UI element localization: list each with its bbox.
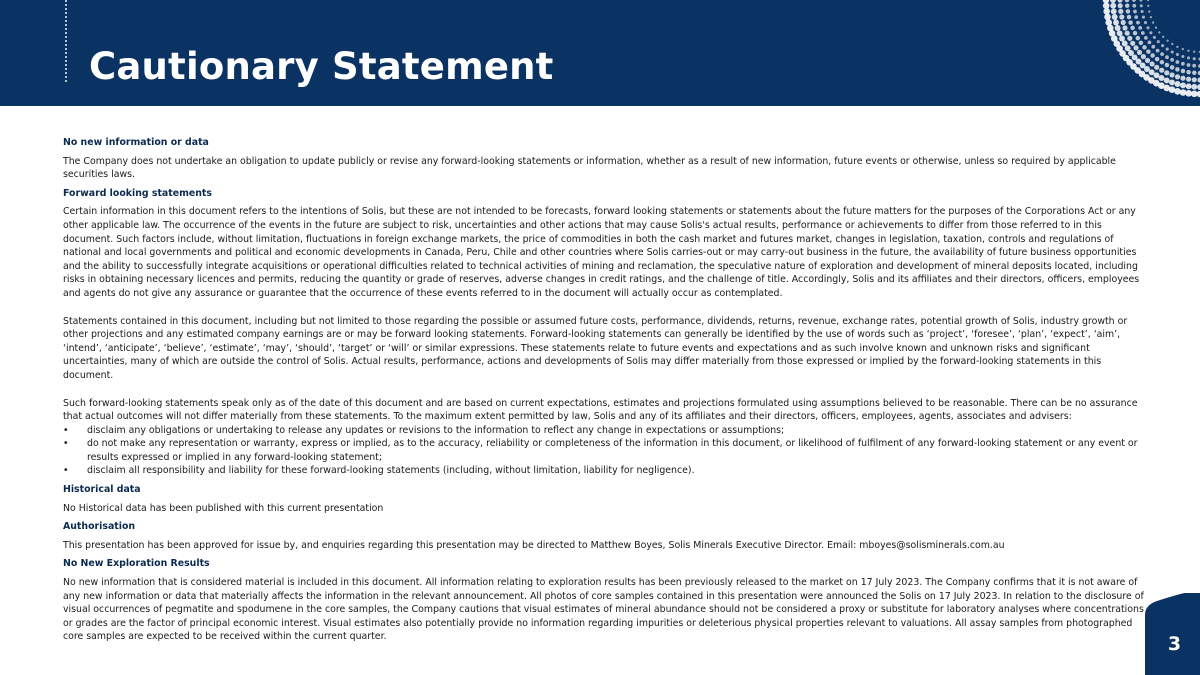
decorative-dot [1150,61,1155,66]
decorative-dot [1117,0,1122,3]
dotted-divider [65,0,67,82]
decorative-dot [1127,36,1132,41]
decorative-dot [1110,0,1116,3]
decorative-dot [1157,40,1160,43]
list-item: • disclaim any obligations or undertaking to release any updates or revisions to the information to reflect any change in expectations or assumptions; [63,424,1151,438]
decorative-dot [1186,83,1192,89]
decorative-dot [1175,67,1180,72]
decorative-dot [1176,60,1180,64]
decorative-dot [1180,89,1187,96]
decorative-dot [1110,3,1116,9]
decorative-dot [1162,36,1164,38]
decorative-dot [1193,57,1196,60]
decorative-dot [1141,31,1145,35]
decorative-dot [1103,0,1110,3]
decorative-dot [1132,4,1136,8]
forward-looking-para-2: Statements contained in this document, including but not limited to those regarding the possible or assumed future costs, performance, dividends, returns, revenue, exchange rates, potential growth of Solis, industry growth or other projections and any estimated company earnings are or may be forward looking statements. Forward-looking statements can generally be identified by the use of words such as ‘project’, ‘foresee’, ‘plan’, ‘expect’, ‘aim’, ‘intend’, ‘anticipate’, ‘believe’, ‘estimate’, ‘may’, ‘should’, ‘target’ or ‘will’ or similar expressions. These statements relate to future events and expectations and as such involve known and unknown risks and significant uncertainties, many of which are outside the control of Solis. Actual results, performance, actions and developments of Solis may differ materially from those expressed or implied by the forward-looking statements in this document. [63,315,1128,381]
decorative-dot [1144,36,1148,40]
decorative-dot [1139,0,1142,2]
decorative-dot [1146,26,1149,29]
decorative-dot [1111,8,1117,14]
decorative-dot [1186,70,1191,75]
decorative-dot [1187,50,1189,52]
decorative-dot [1139,41,1144,46]
decorative-dot [1164,77,1170,83]
decorative-dot [1151,45,1155,49]
decorative-dot [1176,53,1179,56]
decorative-dot [1141,54,1146,59]
decorative-dot [1147,0,1149,1]
decorative-dot [1175,81,1181,87]
decorative-dot [1137,50,1142,55]
decorative-dot [1145,58,1150,63]
decorative-dot [1187,63,1191,67]
decorative-dot [1133,10,1137,14]
decorative-dot [1152,21,1154,23]
authorisation-text: This presentation has been approved for issue by, and enquiries regarding this presentation may be directed to Matthew Boyes, Solis Minerals Executive Director. Email: mboyes@solisminerals.com.au [63,539,1005,551]
decorative-dot [1138,26,1142,30]
decorative-dot [1136,36,1141,41]
forward-looking-para-3: Such forward-looking statements speak only as of the date of this document and are based on current expectations, estimates and projections formulated using assumptions believed to be reasonable. There can be no assurance that actual outcomes will not differ materially from these statements. To the maximum extent permitted by law, Solis and any of its affiliates and their directors, officers, employees, agents, associates and advisers: [63,397,1138,423]
decorative-dot [1130,26,1135,31]
decorative-dot [1166,40,1168,42]
decorative-dot [1165,55,1169,59]
decorative-dot [1155,27,1157,29]
decorative-dot [1125,31,1130,36]
decorative-dot [1180,82,1186,88]
decorative-dot [1141,10,1144,13]
decorative-dot [1191,84,1197,90]
decorative-dot [1150,16,1152,18]
decorative-dot [1191,91,1198,98]
decorative-dot [1118,3,1123,8]
decorative-dot [1136,21,1140,25]
decorative-dot [1185,90,1192,97]
decorative-dot [1182,48,1184,50]
page-title: Cautionary Statement [89,45,554,88]
decorative-dot [1171,50,1174,53]
decorative-dot [1165,63,1170,68]
decorative-dot [1142,45,1147,50]
header-banner [0,0,1200,106]
decorative-dot [1127,15,1132,20]
heading-no-new-info: No new information or data [63,137,209,148]
decorative-dot [1181,55,1184,58]
decorative-dot [1176,46,1178,48]
decorative-dot [1169,79,1175,85]
heading-exploration: No New Exploration Results [63,558,210,570]
decorative-dot [1142,16,1145,19]
decorative-dot [1119,14,1124,19]
decorative-dot [1160,60,1165,64]
decorative-dot [1132,0,1136,2]
decorative-dot [1115,25,1121,31]
decorative-dot [1104,14,1111,21]
decorative-dot [1122,41,1128,47]
decorative-dot [1146,49,1151,54]
decorative-dot [1192,77,1197,82]
disclaimer-list [63,424,1151,478]
list-item: • disclaim all responsibility and liability for these forward-looking statements (including, without limitation, liability for negligence). [63,464,1151,478]
decorative-dot [1105,19,1112,26]
historical-text: No Historical data has been published with this current presentation [63,502,384,514]
heading-forward-looking: Forward looking statements [63,187,212,199]
decorative-dot [1166,48,1169,51]
decorative-dot [1159,75,1165,81]
decorative-dot [1187,56,1190,59]
heading-authorisation: Authorisation [63,521,136,533]
decorative-dot [1117,30,1123,36]
decorative-dot [1192,64,1196,68]
decorative-dot [1160,52,1164,56]
decorative-dot [1118,9,1123,14]
list-item: • do not make any representation or warranty, express or implied, as to the accuracy, reliability or completeness of the information in this document, or likelihood of fulfilment of any forward-looking statement or any event or results expressed or implied in any forward-looking statement; [63,437,1151,464]
no-new-info-text: The Company does not undertake an obligation to update publicly or revise any forward-looking statements or information, whether as a result of new information, future events or otherwise, unless so required by applicable securities laws. [63,155,1116,181]
decorative-dot [1171,43,1173,45]
decorative-dot [1193,51,1195,53]
decorative-dot [1181,69,1186,74]
decorative-dot [1181,62,1185,66]
decorative-dot [1144,21,1147,24]
decorative-dot [1150,53,1155,58]
decorative-dot [1140,4,1143,7]
decorative-dot [1149,31,1152,34]
decorative-dot [1113,20,1119,26]
decorative-dot [1133,31,1138,36]
decorative-dot [1148,41,1152,45]
decorative-dot [1125,0,1130,2]
decorative-dot [1155,57,1160,62]
decorative-dot [1134,15,1138,19]
decorative-dot [1147,5,1149,7]
decorative-dot [1133,45,1138,50]
forward-looking-para-1: Certain information in this document refers to the intentions of Solis, but these are not intended to be forecasts, forward looking statements or statements about the future matters for the purposes of the Corporations Act or any other applicable law. The occurrence of the events in the future are subject to risk, uncertainties and other actions that may cause Solis's actual results, performance or achievements to differ from those referred to in this document. Such factors include, without limitation, fluctuations in foreign exchange markets, the price of commodities in both the cash market and futures market, changes in legislation, taxation, controls and regulations of national and local governments and political and economic developments in Canada, Peru, Chile and other countries where Solis carries-out or may carry-out business in the future, the availability of future business opportunities and the ability to successfully integrate acquisitions or operational difficulties related to technical activities of mining and reclamation, the speculative nature of exploration and development of mineral deposits located, including risks in obtaining necessary licences and permits, reducing the quantity or grade of reserves, adverse changes in credit ratings, and the challenge of title. Accordingly, Solis and its affiliates and their directors, officers, employees and agents do not give any assurance or guarantee that the occurrence of these events referred to in the document will actually occur as contemplated. [63,206,1140,299]
decorative-dot [1130,41,1135,46]
decorative-dot [1158,31,1160,33]
page-number: 3 [1167,633,1182,655]
cautionary-content [63,136,1151,644]
decorative-dot [1159,68,1164,73]
decorative-dot [1112,14,1118,20]
exploration-text: No new information that is considered material is included in this document. All information relating to exploration results has been previously released to the market on 17 July 2023. The Company confirms that it is not aware of any new information or data that materially affects the information in the relevant announcement. All photos of core samples contained in this presentation were announced the Solis on 17 July 2023. In relation to the disclosure of visual occurrences of pegmatite and spodumene in the core samples, the Company cautions that visual estimates of mineral abundance should not be considered a proxy or substitute for laboratory analyses where concentrations or grades are the factor of principal economic interest. Visual estimates also potentially provide no information regarding impurities or deleterious physical properties relevant to valuations. All assay samples from photographed core samples are expected to be received within the current quarter. [63,577,1144,643]
decorative-dot [1128,20,1133,25]
decorative-dot [1164,70,1169,75]
decorative-dot [1126,9,1131,14]
decorative-dot [1156,49,1160,53]
heading-historical: Historical data [63,484,141,496]
decorative-dot [1122,25,1127,30]
decorative-dot [1148,10,1150,12]
decorative-dot [1103,2,1110,9]
decorative-dot [1119,36,1125,42]
decorative-dot [1125,3,1130,8]
decorative-dot [1103,8,1110,15]
decorative-dot [1154,65,1159,70]
decorative-dot [1192,71,1197,76]
decorative-dot [1170,58,1174,62]
decorative-dot [1153,36,1156,39]
decorative-dot [1121,20,1126,25]
decorative-dot [1161,44,1164,47]
decorative-dot [1186,77,1191,82]
decorative-dot [1169,72,1174,77]
decorative-dot [1170,65,1175,70]
decorative-dot [1175,74,1180,79]
decorative-dot [1180,76,1185,81]
dot-pattern-decoration [1090,0,1200,106]
